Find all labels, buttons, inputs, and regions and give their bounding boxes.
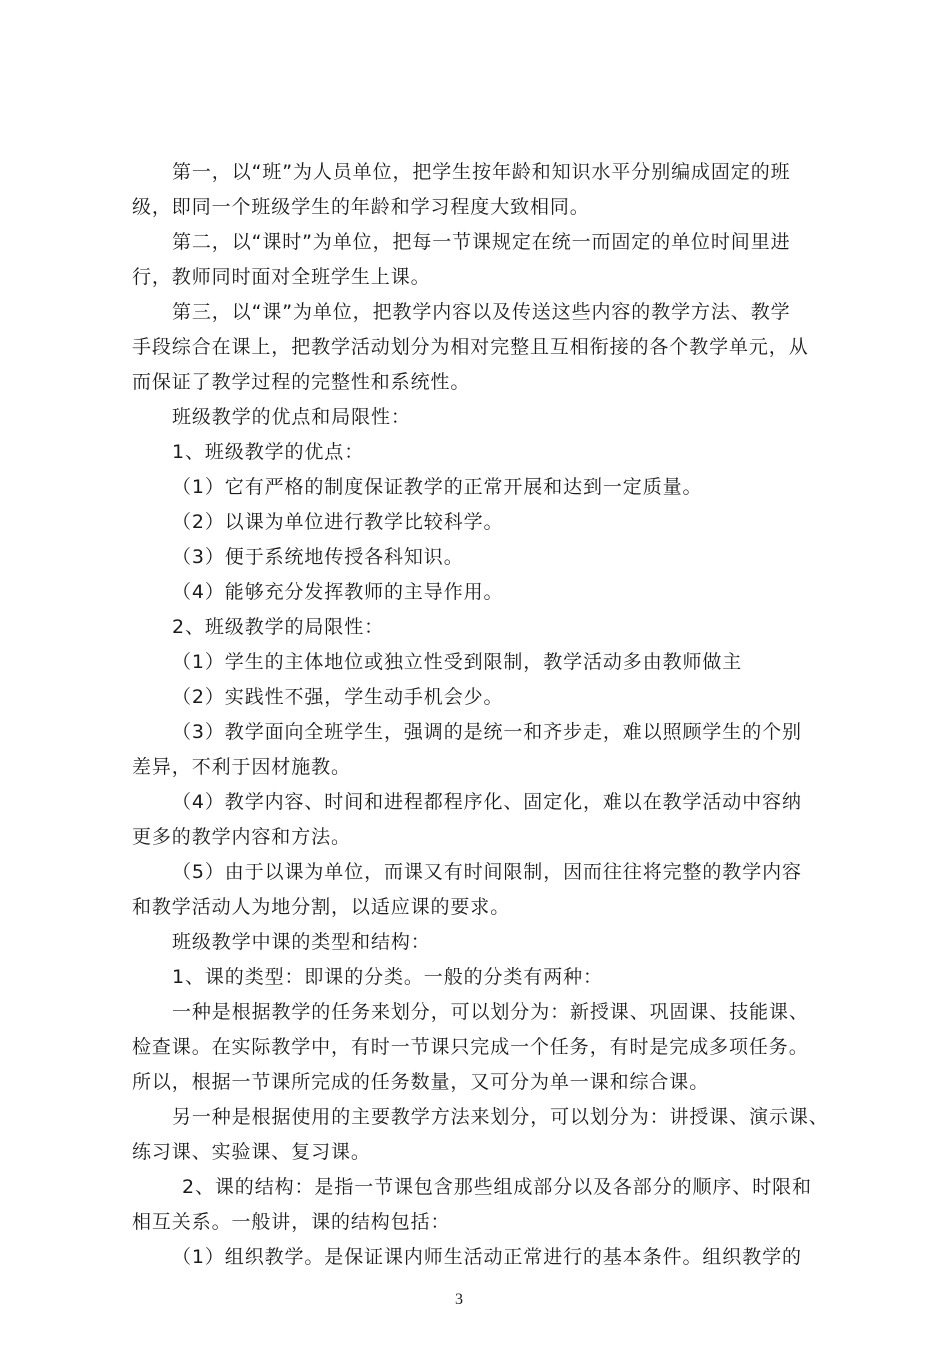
section-heading: 班级教学的优点和局限性： <box>172 406 411 428</box>
list-item: （1）它有严格的制度保证教学的正常开展和达到一定质量。 <box>172 476 703 498</box>
paragraph-line: 差异，不利于因材施教。 <box>132 756 351 778</box>
list-item: （2）以课为单位进行教学比较科学。 <box>172 511 504 533</box>
list-item: （2）实践性不强，学生动手机会少。 <box>172 686 504 708</box>
list-item: （5）由于以课为单位，而课又有时间限制，因而往往将完整的教学内容 <box>172 861 802 883</box>
paragraph-line: 手段综合在课上，把教学活动划分为相对完整且互相衔接的各个教学单元，从 <box>132 336 809 358</box>
list-item: （4）能够充分发挥教师的主导作用。 <box>172 581 504 603</box>
list-item: （1）组织教学。是保证课内师生活动正常进行的基本条件。组织教学的 <box>172 1246 802 1268</box>
paragraph-line: 检查课。在实际教学中，有时一节课只完成一个任务，有时是完成多项任务。 <box>132 1036 809 1058</box>
paragraph-line: 第一，以“班”为人员单位，把学生按年龄和知识水平分别编成固定的班 <box>172 161 791 183</box>
subsection-heading: 1、班级教学的优点： <box>172 441 365 463</box>
list-item: （3）教学面向全班学生，强调的是统一和齐步走，难以照顾学生的个别 <box>172 721 802 743</box>
paragraph-line: 第三，以“课”为单位，把教学内容以及传送这些内容的教学方法、教学 <box>172 301 791 323</box>
paragraph-line: 行，教师同时面对全班学生上课。 <box>132 266 431 288</box>
paragraph-line: 相互关系。一般讲，课的结构包括： <box>132 1211 451 1233</box>
list-item: （3）便于系统地传授各科知识。 <box>172 546 464 568</box>
subsection-heading: 2、班级教学的局限性： <box>172 616 384 638</box>
paragraph-line: 和教学活动人为地分割，以适应课的要求。 <box>132 896 511 918</box>
paragraph-line: 所以，根据一节课所完成的任务数量，又可分为单一课和综合课。 <box>132 1071 710 1093</box>
subsection-heading: 2、课的结构：是指一节课包含那些组成部分以及各部分的顺序、时限和 <box>182 1176 812 1198</box>
paragraph-line: 一种是根据教学的任务来划分，可以划分为：新授课、巩固课、技能课、 <box>172 1001 809 1023</box>
paragraph-line: 第二，以“课时”为单位，把每一节课规定在统一而固定的单位时间里进 <box>172 231 791 253</box>
page-number: 3 <box>455 1291 463 1308</box>
paragraph-line: 更多的教学内容和方法。 <box>132 826 351 848</box>
list-item: （1）学生的主体地位或独立性受到限制，教学活动多由教师做主 <box>172 651 743 673</box>
list-item: （4）教学内容、时间和进程都程序化、固定化，难以在教学活动中容纳 <box>172 791 802 813</box>
paragraph-line: 级，即同一个班级学生的年龄和学习程度大致相同。 <box>132 196 590 218</box>
subsection-heading: 1、课的类型：即课的分类。一般的分类有两种： <box>172 966 603 988</box>
paragraph-line: 另一种是根据使用的主要教学方法来划分，可以划分为：讲授课、演示课、 <box>172 1106 829 1128</box>
section-heading: 班级教学中课的类型和结构： <box>172 931 431 953</box>
paragraph-line: 练习课、实验课、复习课。 <box>132 1141 371 1163</box>
paragraph-line: 而保证了教学过程的完整性和系统性。 <box>132 371 471 393</box>
